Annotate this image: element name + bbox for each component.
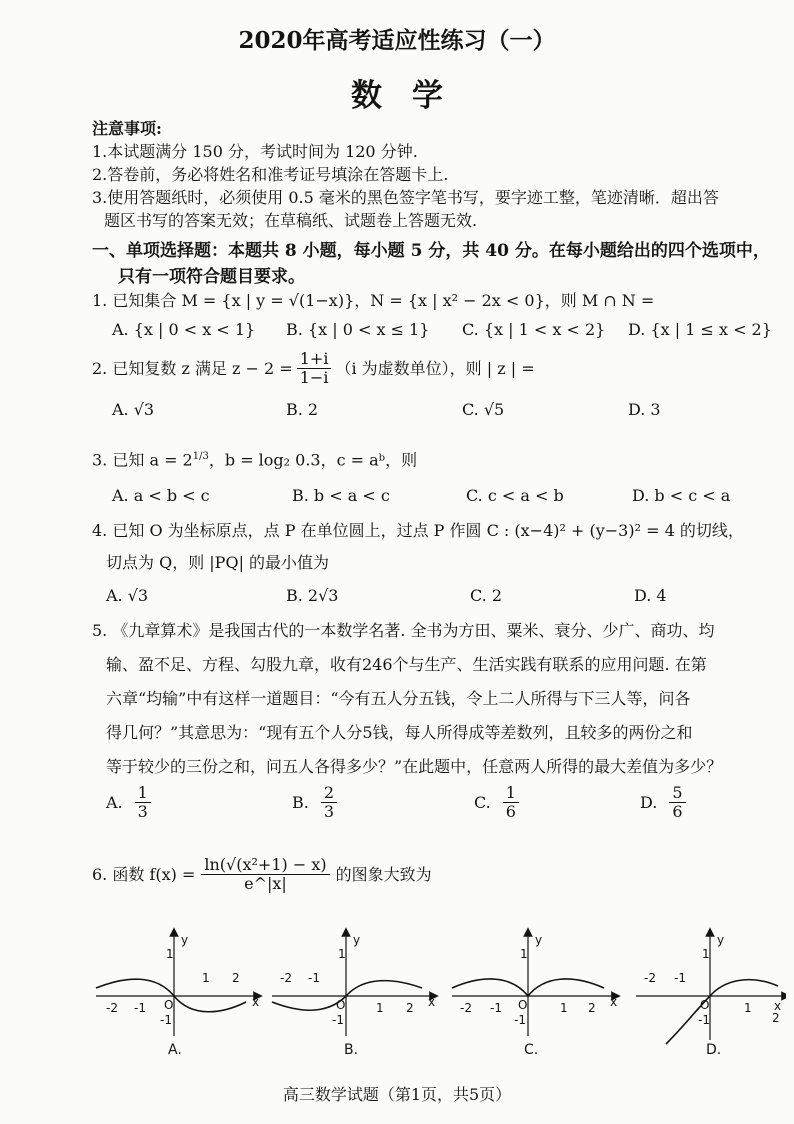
graph-d	[636, 932, 786, 1058]
q5-d-num: 5	[669, 784, 685, 803]
q5-option-d-frac	[669, 784, 685, 822]
graph-d-tick-xn2: -2	[644, 971, 656, 985]
q1-option-d: D. {x | 1 ≤ x < 2}	[628, 320, 772, 339]
q5-option-c	[474, 784, 519, 822]
notice-item-3a: 3.使用答题纸时，必须使用 0.5 毫米的黑色签字笔书写，要字迹工整，笔迹清晰．超出答	[92, 188, 719, 207]
graph-d-curve	[666, 980, 778, 1044]
graph-b-tick-x1: 1	[376, 1001, 384, 1015]
notice-item-3b: 题区书写的答案无效；在草稿纸、试题卷上答题无效.	[104, 211, 478, 230]
q5-line-3: 六章“均输”中有这样一道题目：“今有五人分五钱，令上二人所得与下三人等，问各	[106, 689, 691, 708]
graph-d-tick-yn1: -1	[698, 1013, 710, 1027]
q4-option-c: C. 2	[470, 586, 503, 605]
graph-d-x-label: x	[774, 999, 782, 1013]
graph-c-tick-yn1: -1	[514, 1013, 526, 1027]
graph-c-origin: O	[518, 998, 528, 1012]
q4-option-b: B. 2√3	[286, 586, 339, 605]
q2-stem-post: （i 为虚数单位），则 | z | =	[335, 358, 535, 378]
q5-option-d	[640, 784, 686, 822]
q5-option-c-frac	[503, 784, 519, 822]
q2-option-b: B. 2	[286, 400, 319, 419]
q2-fraction	[297, 350, 332, 388]
graph-d-tick-x1: 1	[744, 1001, 752, 1015]
notice-item-1: 1.本试题满分 150 分，考试时间为 120 分钟.	[92, 142, 418, 161]
graph-c-label: C.	[524, 1042, 539, 1058]
q1-option-a: A. {x | 0 < x < 1}	[112, 320, 256, 339]
graph-d-label: D.	[706, 1042, 722, 1058]
q1-stem: 1. 已知集合 M = {x | y = √(1−x)}，N = {x | x² − 2x < 0}，则 M ∩ N =	[92, 291, 655, 310]
subject-title: 数学	[351, 78, 473, 114]
graph-a-tick-x2: 2	[232, 971, 240, 985]
q5-line-2: 输、盈不足、方程、勾股九章，收有246个与生产、生活实践有联系的应用问题. 在第	[106, 655, 707, 674]
q5-option-a	[106, 784, 151, 822]
q5-b-num: 2	[321, 784, 337, 803]
q4-line-2: 切点为 Q，则 |PQ| 的最小值为	[106, 553, 330, 572]
q3-option-c: C. c < a < b	[466, 486, 564, 505]
q5-option-b	[292, 784, 337, 822]
graph-c	[452, 932, 617, 1058]
graph-a-tick-y1: 1	[166, 947, 174, 961]
q3-option-a: A. a < b < c	[112, 486, 210, 505]
q6-fraction	[201, 856, 329, 894]
graph-c-tick-y1: 1	[520, 947, 528, 961]
q5-option-b-frac	[321, 784, 337, 822]
graph-c-tick-x1: 1	[560, 1001, 568, 1015]
q3-option-b: B. b < a < c	[292, 486, 390, 505]
graph-d-tick-xn1: -1	[674, 971, 686, 985]
q6-frac-den: e^|x|	[244, 874, 287, 894]
q3-stem-post: ，b = log₂ 0.3，c = aᵇ，则	[208, 450, 418, 470]
exam-title: 2020年高考适应性练习（一）	[238, 27, 556, 54]
q5-line-4: 得几何？”其意思为：“现有五个人分5钱，每人所得成等差数列，且较多的两份之和	[106, 723, 693, 742]
q5-line-1: 5. 《九章算术》是我国古代的一本数学名著. 全书为方田、粟米、衰分、少广、商功、均	[92, 621, 715, 640]
graph-a-tick-yn1: -1	[160, 1013, 172, 1027]
q2-option-c: C. √5	[462, 400, 505, 419]
q3-stem	[92, 446, 417, 471]
q4-option-a: A. √3	[106, 586, 149, 605]
q5-c-den: 6	[505, 802, 516, 822]
graph-c-tick-xn1: -1	[490, 1001, 502, 1015]
q3-exponent: 1/3	[192, 451, 209, 462]
graph-c-x-label: x	[610, 995, 618, 1009]
graph-c-tick-x2: 2	[588, 1001, 596, 1015]
graph-a	[96, 932, 259, 1058]
notice-item-2: 2.答卷前，务必将姓名和准考证号填涂在答题卡上.	[92, 165, 449, 184]
q6-stem-post: 的图象大致为	[335, 864, 432, 884]
graph-a-label: A.	[168, 1042, 182, 1058]
graph-b-x-label: x	[428, 995, 436, 1009]
graph-d-y-label: y	[717, 933, 725, 947]
graph-b-tick-xn1: -1	[308, 971, 320, 985]
graph-b-tick-yn1: -1	[332, 1013, 344, 1027]
graph-b-tick-xn2: -2	[280, 971, 292, 985]
q3-stem-pre: 3. 已知 a = 2	[92, 450, 193, 470]
section-heading-2: 只有一项符合题目要求。	[118, 267, 305, 287]
graph-d-tick-x2: 2	[772, 1011, 780, 1025]
graph-b-origin: O	[336, 998, 346, 1012]
graph-d-origin: O	[700, 998, 710, 1012]
graph-b	[272, 932, 435, 1058]
graph-b-tick-x2: 2	[406, 1001, 414, 1015]
q2-stem	[92, 350, 535, 388]
graph-c-y-label: y	[535, 933, 543, 947]
notice-heading: 注意事项:	[92, 119, 162, 138]
q2-stem-pre: 2. 已知复数 z 满足 z − 2 =	[92, 358, 293, 378]
q5-option-d-label: D.	[640, 793, 658, 813]
q1-option-c: C. {x | 1 < x < 2}	[462, 320, 606, 339]
graph-a-tick-xn2: -2	[106, 1001, 118, 1015]
q3-option-d: D. b < c < a	[632, 486, 731, 505]
q5-d-den: 6	[672, 802, 683, 822]
q1-option-b: B. {x | 0 < x ≤ 1}	[286, 320, 430, 339]
q5-option-c-label: C.	[474, 793, 491, 813]
q6-graphs	[86, 926, 786, 1066]
q5-option-a-label: A.	[106, 793, 123, 813]
q4-line-1: 4. 已知 O 为坐标原点，点 P 在单位圆上，过点 P 作圆 C : (x−4)² + (y−3)² = 4 的切线，	[92, 521, 744, 540]
q5-c-num: 1	[503, 784, 519, 803]
page-footer: 高三数学试题（第1页，共5页）	[282, 1085, 512, 1104]
q5-line-5: 等于较少的三份之和，问五人各得多少？”在此题中，任意两人所得的最大差值为多少？	[106, 757, 723, 776]
graph-a-tick-x1: 1	[202, 971, 210, 985]
q6-frac-num: ln(√(x²+1) − x)	[201, 856, 329, 875]
q2-frac-num: 1+i	[297, 350, 332, 369]
q5-b-den: 3	[323, 802, 335, 822]
q2-option-a: A. √3	[112, 400, 155, 419]
q5-a-den: 3	[137, 802, 148, 822]
graph-c-tick-xn2: -2	[460, 1001, 472, 1015]
graph-b-tick-y1: 1	[338, 947, 346, 961]
graph-d-tick-y1: 1	[702, 947, 710, 961]
q6-stem-pre: 6. 函数 f(x) =	[92, 864, 196, 884]
q6-stem	[92, 856, 432, 894]
graph-a-tick-xn1: -1	[134, 1001, 146, 1015]
graph-a-origin: O	[164, 998, 174, 1012]
q5-option-a-frac	[135, 784, 151, 822]
q5-option-b-label: B.	[292, 793, 309, 813]
graph-a-y-label: y	[181, 933, 189, 947]
q4-option-d: D. 4	[634, 586, 667, 605]
q5-a-num: 1	[135, 784, 151, 803]
q2-frac-den: 1−i	[299, 368, 329, 388]
q2-option-d: D. 3	[628, 400, 661, 419]
graph-b-y-label: y	[353, 933, 361, 947]
section-heading: 一、单项选择题：本题共 8 小题，每小题 5 分，共 40 分。在每小题给出的四个选项中，	[92, 241, 770, 261]
graph-b-label: B.	[344, 1042, 359, 1058]
graph-a-x-label: x	[252, 995, 260, 1009]
